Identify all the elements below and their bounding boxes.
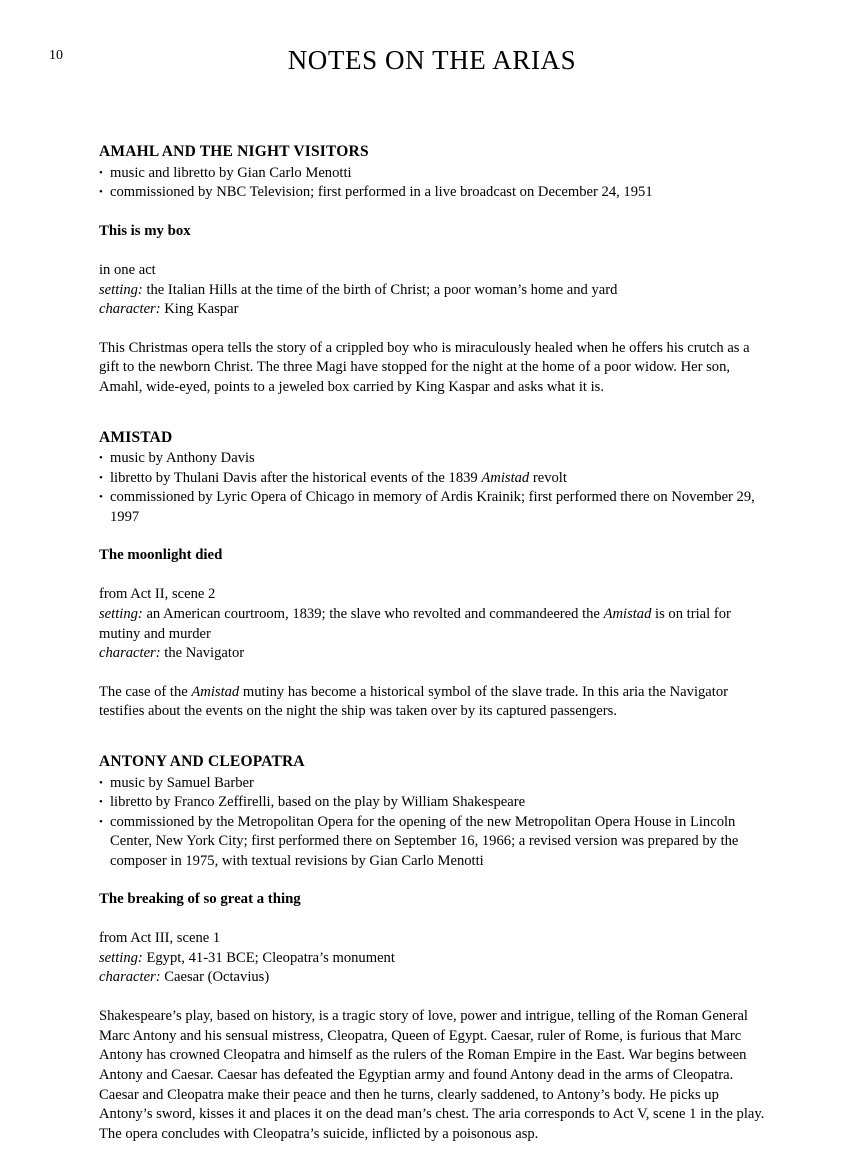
aria-synopsis: The case of the Amistad mutiny has become a historical symbol of the slave trade. In this aria the Navigator testifies about the events on the night the ship was taken over by its captured passengers. (99, 683, 728, 720)
character-label: character: (99, 301, 161, 318)
aria-meta (99, 929, 767, 988)
page-content (99, 142, 767, 1144)
character-label: character: (99, 969, 161, 986)
setting-value: Egypt, 41-31 BCE; Cleopatra’s monument (146, 949, 395, 966)
credit-item: • commissioned by the Metropolitan Opera for the opening of the new Metropolitan Opera House in Lincoln Center, New York City; first performed there on September 16, 1966; a revised version was prepared by the composer in 1975, with textual revisions by Gian Carlo Menotti (99, 813, 767, 871)
character-value: the Navigator (164, 645, 245, 662)
aria-setting (99, 605, 767, 644)
aria-setting (99, 281, 767, 301)
aria-character (99, 968, 767, 988)
opera-entry (99, 752, 767, 1144)
aria-act: in one act (99, 261, 156, 278)
credit-item: • libretto by Thulani Davis after the historical events of the 1839 Amistad revolt (99, 469, 767, 488)
aria-title: This is my box (99, 222, 191, 239)
page-number: 10 (49, 48, 63, 63)
opera-entry (99, 142, 767, 398)
credit-item: • commissioned by Lyric Opera of Chicago in memory of Ardis Krainik; first performed there on November 29, 1997 (99, 488, 767, 527)
setting-label: setting: (99, 949, 143, 966)
character-value: Caesar (Octavius) (164, 969, 270, 986)
aria-synopsis: This Christmas opera tells the story of a crippled boy who is miraculously healed when he offers his crutch as a gift to the newborn Christ. The three Magi have stopped for the night at the home of a poor widow. Her son, Amahl, wide-eyed, points to a jeweled box carried by King Kaspar and asks what it is. (99, 339, 750, 395)
opera-title: ANTONY AND CLEOPATRA (99, 753, 305, 771)
opera-title: AMAHL AND THE NIGHT VISITORS (99, 143, 369, 160)
opera-entry (99, 428, 767, 722)
opera-credits-list (99, 774, 767, 871)
aria-act: from Act II, scene 2 (99, 586, 216, 603)
setting-label: setting: (99, 281, 143, 298)
section-spacer (99, 722, 767, 752)
setting-label: setting: (99, 605, 143, 622)
credit-item: • music and libretto by Gian Carlo Menotti (99, 164, 767, 183)
aria-title: The breaking of so great a thing (99, 890, 301, 907)
credit-item: • music by Anthony Davis (99, 449, 767, 468)
credit-item: • libretto by Franco Zeffirelli, based on the play by William Shakespeare (99, 793, 767, 812)
aria-character (99, 300, 767, 320)
page-title: NOTES ON THE ARIAS (287, 45, 577, 75)
setting-value: an American courtroom, 1839; the slave who revolted and commandeered the Amistad is on trial for mutiny and murder (99, 605, 731, 642)
character-value: King Kaspar (164, 301, 239, 318)
aria-character (99, 644, 767, 664)
section-spacer (99, 398, 767, 428)
opera-credits-list (99, 164, 767, 203)
aria-title: The moonlight died (99, 547, 223, 564)
credit-item: • music by Samuel Barber (99, 774, 767, 793)
aria-meta (99, 261, 767, 320)
setting-value: the Italian Hills at the time of the birth of Christ; a poor woman’s home and yard (146, 281, 618, 298)
aria-synopsis: Shakespeare’s play, based on history, is a tragic story of love, power and intrigue, telling of the Roman General Marc Antony and his sensual mistress, Cleopatra, Queen of Egypt. Caesar, ruler of Rome, is furious that Marc Antony has crowned Cleopatra and himself as the rulers of the Roman Empire in the East. War begins between Antony and Caesar. Caesar has defeated the Egyptian army and found Antony dead in the arms of Cleopatra. Caesar and Cleopatra make their peace and then he turns, clearly saddened, to Antony’s body. He picks up Antony’s sword, kisses it and places it on the dead man’s chest. The aria corresponds to Act V, scene 1 in the play. The opera concludes with Cleopatra’s suicide, inflicted by a poisonous asp. (99, 1008, 765, 1142)
opera-credits-list (99, 449, 767, 527)
opera-title: AMISTAD (99, 428, 173, 446)
credit-item: • commissioned by NBC Television; first performed in a live broadcast on December 24, 1951 (99, 183, 767, 202)
aria-act: from Act III, scene 1 (99, 930, 221, 947)
character-label: character: (99, 645, 161, 662)
aria-setting (99, 949, 767, 969)
aria-meta (99, 585, 767, 664)
